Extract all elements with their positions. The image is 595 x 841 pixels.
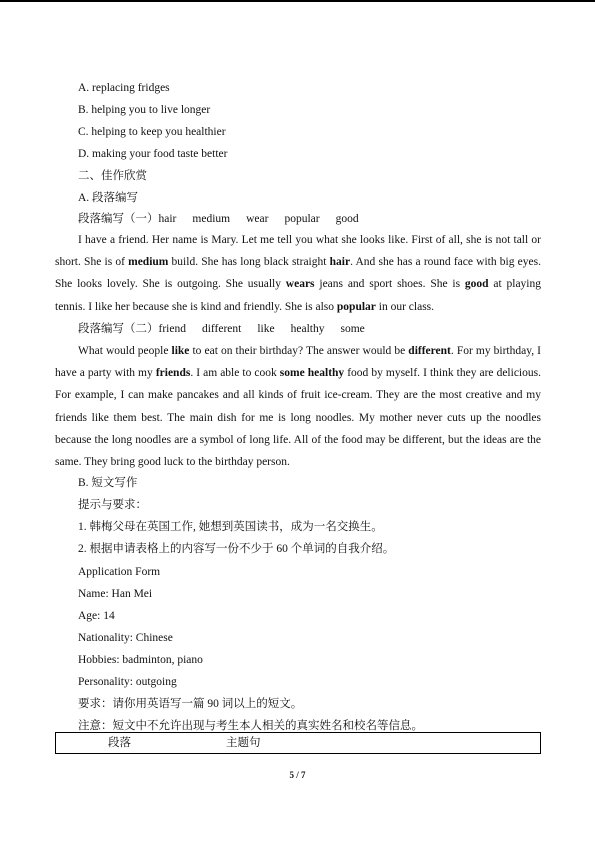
text-run: food by myself. I think they are delicious. For example, I can make pancakes and all kinds of fruit ice-cream. They are the most creative and my friends like them best. The main dish for me is long noodles. My mother never cuts up the noodles because the long noodles are a symbol of long life. All of the food may be different, but the ideas are the same. They bring good luck to the birthday person. [55, 367, 541, 469]
form-hobbies: Hobbies: badminton, piano [78, 654, 203, 666]
keyword: like [171, 345, 190, 357]
para1-word: popular [284, 213, 320, 225]
text-run: jeans and sport shoes. She is [314, 278, 465, 291]
text-run: . For my birthday, I have a party with my [55, 345, 541, 380]
outline-table [55, 732, 541, 754]
keyword: different [408, 345, 451, 357]
text-run: at playing tennis. I like her because she is kind and friendly. She is also [55, 278, 542, 313]
requirement: 要求：请你用英语写一篇 90 词以上的短文。 [78, 698, 303, 710]
option-c: C. helping to keep you healthier [78, 126, 226, 138]
option-d: D. making your food taste better [78, 148, 228, 160]
table-header-topic-sentence: 主题句 [226, 737, 261, 749]
text-run: in our class. [375, 300, 435, 313]
para1-prompt [0, 212, 595, 226]
para2-prompt [0, 322, 595, 336]
para2-word: different [201, 323, 242, 335]
form-nationality: Nationality: Chinese [78, 632, 173, 644]
text-run: build. She has long black straight [168, 256, 330, 269]
keyword: hair [329, 256, 351, 269]
option-b: B. helping you to live longer [78, 104, 211, 116]
table-header-paragraph: 段落 [108, 737, 131, 749]
part-b-title: B. 短文写作 [78, 477, 138, 489]
keyword: popular [336, 300, 376, 313]
keyword: good [464, 278, 489, 291]
tip-1: 1. 韩梅父母在英国工作, 她想到英国读书，成为一名交换生。 [78, 521, 383, 533]
para1-word: good [335, 213, 359, 225]
paragraph-1 [55, 229, 541, 318]
form-age: Age: 14 [78, 610, 115, 622]
para2-label: 段落编写（二） [78, 323, 159, 335]
tips-title: 提示与要求： [78, 499, 147, 511]
para1-word: medium [192, 213, 231, 225]
keyword: some healthy [279, 367, 345, 380]
para2-word: healthy [290, 323, 325, 335]
form-personality: Personality: outgoing [78, 676, 177, 688]
text-run: to eat on their birthday? The answer would be [189, 345, 409, 357]
text-run: . I am able to cook [190, 367, 280, 380]
form-name: Name: Han Mei [78, 588, 153, 600]
para1-word: wear [246, 213, 269, 225]
option-a: A. replacing fridges [78, 82, 170, 94]
keyword: friends [155, 367, 191, 380]
page-number: 5 / 7 [289, 770, 306, 780]
text-run: What would people [78, 345, 172, 357]
para2-word: like [257, 323, 275, 335]
text-run: I have a friend. Her name is Mary. Let me tell you what she looks like. First of all, she is not tall or short. She is of [55, 234, 541, 269]
tip-2: 2. 根据申请表格上的内容写一份不少于 60 个单词的自我介绍。 [78, 543, 395, 555]
para2-word: friend [158, 323, 186, 335]
form-title: Application Form [78, 566, 161, 578]
top-rule [0, 0, 595, 2]
paragraph-2 [55, 340, 541, 473]
keyword: medium [128, 256, 169, 269]
text-run: . And she has a round face with big eyes. She looks lovely. She is outgoing. She usually [55, 256, 541, 291]
note: 注意：短文中不允许出现与考生本人相关的真实姓名和校名等信息。 [78, 720, 423, 732]
para2-word: some [340, 323, 365, 335]
keyword: wears [285, 278, 315, 291]
para1-word: hair [158, 213, 177, 225]
para1-label: 段落编写（一） [78, 213, 159, 225]
part-a-title: A. 段落编写 [78, 192, 139, 204]
section-title: 二、佳作欣赏 [78, 170, 147, 182]
